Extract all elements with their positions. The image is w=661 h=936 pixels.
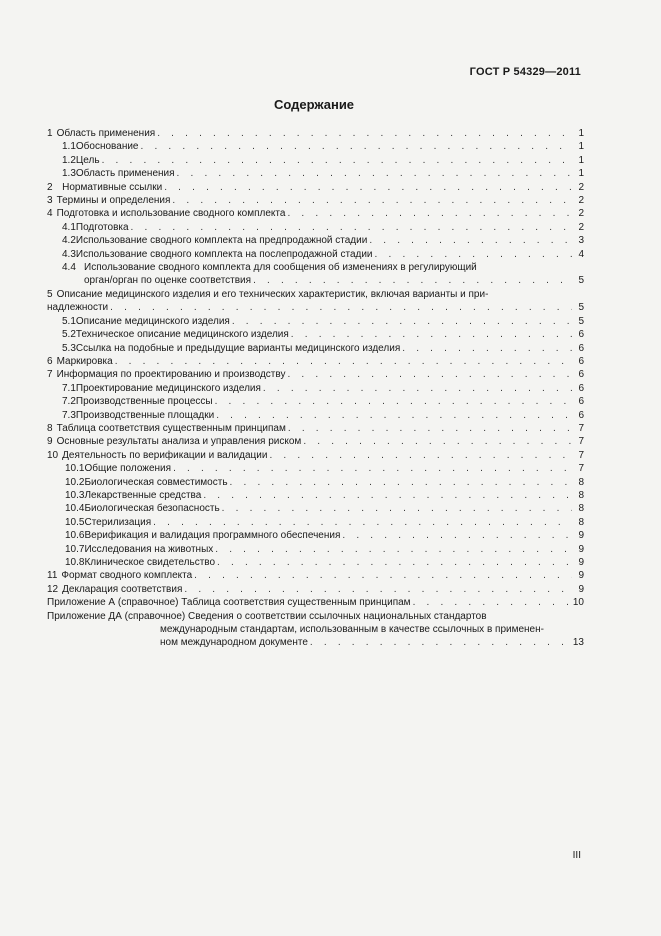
toc-entry-number: 8 [47, 422, 53, 434]
toc-entry-title: Информация по проектированию и производству [56, 369, 286, 381]
toc-leader [263, 382, 572, 395]
toc-entry-number: 9 [47, 436, 53, 448]
toc-entry[interactable] [47, 422, 584, 435]
toc-leader [173, 462, 572, 475]
toc-leader [291, 328, 572, 341]
toc-leader [164, 181, 572, 194]
toc-entry-title: Производственные площадки [75, 409, 215, 421]
toc-entry-page: 9 [578, 543, 584, 555]
toc-entry-number: 4.3 [62, 248, 76, 260]
toc-entry-page: 5 [578, 315, 584, 327]
toc-entry-title-cont: орган/орган по оценке соответствия [84, 275, 252, 287]
toc-entry[interactable] [47, 368, 584, 381]
toc-entry-page: 6 [578, 369, 584, 381]
toc-entry[interactable] [47, 435, 584, 448]
toc-entry-page: 7 [578, 436, 584, 448]
toc-entry-title: Описание медицинского изделия и его технических характеристик, включая варианты и при- [56, 288, 489, 300]
toc-entry-page: 6 [578, 396, 584, 408]
toc-entry-title: Цель [75, 154, 100, 166]
toc-entry-title: Таблица соответствия существенным принципам [56, 422, 286, 434]
toc-leader [177, 167, 572, 180]
toc-leader [287, 368, 572, 381]
toc-entry[interactable] [47, 288, 584, 301]
toc-entry-title-cont: международным стандартам, использованным в качестве ссылочных в применен- [160, 624, 544, 636]
toc-leader [215, 543, 572, 556]
toc-entry-page: 8 [578, 489, 584, 501]
toc-entry-continuation[interactable] [47, 623, 584, 636]
toc-entry-title: Описание медицинского изделия [75, 315, 230, 327]
toc-leader [287, 207, 572, 220]
toc-leader [102, 154, 572, 167]
toc-entry-page: 4 [578, 248, 584, 260]
toc-entry-title: Деятельность по верификации и валидации [62, 449, 268, 461]
toc-entry-number: 1 [47, 128, 53, 139]
toc-entry-page: 2 [578, 208, 584, 220]
toc-leader [115, 355, 572, 368]
toc-entry-page: 6 [578, 382, 584, 394]
toc-entry-title: Область применения [56, 128, 156, 139]
toc-entry-number: 4.4 [62, 262, 76, 274]
toc-entry-page: 8 [578, 516, 584, 528]
toc-leader [184, 583, 572, 596]
toc-entry-number: 2 [47, 181, 53, 193]
toc-entry-title: Клиническое свидетельство [84, 557, 216, 568]
toc-entry-number: 5.3 [62, 342, 76, 354]
toc-entry-page: 9 [578, 557, 584, 568]
toc-entry-title: Маркировка [56, 355, 113, 367]
toc-entry-title: Использование сводного комплекта для сообщения об изменениях в регулирующий [84, 262, 477, 274]
toc-entry[interactable] [47, 315, 584, 328]
toc-entry-title: Лекарственные средства [84, 489, 202, 501]
toc-entry-number: 3 [47, 195, 53, 207]
toc-entry[interactable] [47, 355, 584, 368]
toc-entry-title-cont: ном международном документе [160, 637, 308, 649]
toc-leader [222, 502, 572, 515]
toc-entry-page: 5 [578, 275, 584, 287]
toc-entry-page: 3 [578, 235, 584, 247]
toc-leader [216, 409, 572, 422]
toc-entry-number: 1.2 [62, 154, 76, 166]
toc-entry[interactable] [47, 476, 584, 489]
toc-entry[interactable] [47, 221, 584, 234]
toc-entry-title: Использование сводного комплекта на послепродажной стадии [75, 248, 373, 260]
toc-entry[interactable] [47, 234, 584, 247]
toc-entry-title: Формат сводного комплекта [61, 570, 193, 582]
toc-entry-number: 12 [47, 583, 59, 595]
toc-entry-number: 5.2 [62, 329, 76, 341]
toc-entry-continuation[interactable] [47, 274, 584, 287]
toc-entry-title: Подготовка [75, 221, 129, 233]
toc-leader [141, 140, 573, 153]
toc-entry-number: 4.2 [62, 235, 76, 247]
toc-entry[interactable] [47, 127, 584, 140]
toc-leader [310, 636, 571, 649]
toc-entry-page: 7 [578, 449, 584, 461]
toc-entry-title: Использование сводного комплекта на предпродажной стадии [75, 235, 368, 247]
toc-entry-page: 9 [578, 530, 584, 542]
toc-entry-page: 6 [578, 342, 584, 354]
toc-entry[interactable] [47, 328, 584, 341]
toc-entry-page: 5 [578, 302, 584, 314]
toc-entry[interactable] [47, 583, 584, 596]
toc-entry-number: 10.6 [65, 530, 85, 542]
toc-leader [157, 127, 572, 140]
toc-leader [288, 422, 572, 435]
toc-entry-number: 5 [47, 288, 53, 300]
toc-leader [230, 476, 572, 489]
toc-entry-page: 8 [578, 503, 584, 515]
toc-entry[interactable] [47, 248, 584, 261]
toc-entry[interactable] [47, 194, 584, 207]
toc-entry-title: Область применения [75, 168, 175, 180]
toc-entry[interactable] [47, 449, 584, 462]
toc-entry-title: Биологическая совместимость [84, 476, 228, 488]
toc-entry-page: 9 [578, 570, 584, 582]
toc-entry-number: 7.3 [62, 409, 76, 421]
toc-entry-number: 1.1 [62, 141, 76, 153]
toc-leader [153, 516, 572, 529]
toc-leader [303, 435, 572, 448]
toc-entry-title: Исследования на животных [84, 543, 214, 555]
toc-entry-title: Основные результаты анализа и управления риском [56, 436, 302, 448]
toc-entry-page: 1 [578, 168, 584, 180]
toc-leader [253, 274, 572, 287]
toc-leader [232, 315, 572, 328]
toc-entry-title: Ссылка на подобные и предыдущие варианты медицинского изделия [75, 342, 401, 354]
toc-leader [217, 556, 572, 569]
toc-entry-title: Общие положения [84, 463, 172, 475]
standard-designation: ГОСТ Р 54329—2011 [469, 66, 581, 78]
page-number: III [572, 850, 581, 861]
toc-entry[interactable] [47, 207, 584, 220]
toc-entry[interactable] [47, 462, 584, 475]
toc-entry-number: 10.7 [65, 543, 85, 555]
table-of-contents [47, 127, 584, 650]
toc-entry-title: Декларация соответствия [62, 583, 183, 595]
toc-leader [131, 221, 572, 234]
toc-entry-page: 8 [578, 476, 584, 488]
toc-entry-number: 7 [47, 369, 53, 381]
toc-entry-page: 2 [578, 221, 584, 233]
toc-entry[interactable] [47, 489, 584, 502]
toc-entry[interactable] [47, 502, 584, 515]
toc-entry[interactable] [47, 395, 584, 408]
toc-entry-page: 2 [578, 181, 584, 193]
toc-entry-number: 10.1 [65, 463, 85, 475]
toc-entry-page: 2 [578, 195, 584, 207]
toc-entry[interactable] [47, 181, 584, 194]
toc-entry-continuation[interactable] [47, 636, 584, 649]
toc-title: Содержание [273, 97, 355, 112]
toc-entry[interactable] [47, 569, 584, 582]
toc-entry-page: 6 [578, 355, 584, 367]
toc-entry-title: Биологическая безопасность [84, 503, 220, 515]
toc-leader [342, 529, 572, 542]
toc-entry[interactable] [47, 382, 584, 395]
toc-entry-number: 5.1 [62, 315, 76, 327]
toc-leader [402, 342, 572, 355]
toc-entry-title: Подготовка и использование сводного комплекта [56, 208, 286, 220]
toc-entry[interactable] [47, 140, 584, 153]
toc-entry-number: 10.8 [65, 557, 85, 568]
toc-entry-number: 7.2 [62, 396, 76, 408]
toc-entry[interactable] [47, 516, 584, 529]
toc-leader [203, 489, 572, 502]
toc-leader [413, 596, 571, 609]
toc-entry-title: Обоснование [75, 141, 139, 153]
toc-leader [110, 301, 572, 314]
toc-entry-page: 6 [578, 409, 584, 421]
toc-entry-title: Стерилизация [84, 516, 152, 528]
toc-entry-number: 10.5 [65, 516, 85, 528]
toc-entry-page: 7 [578, 463, 584, 475]
toc-entry-title: Техническое описание медицинского изделия [75, 329, 289, 341]
toc-entry-number: 10 [47, 449, 59, 461]
toc-entry-number: 4.1 [62, 221, 76, 233]
toc-entry-number: 7.1 [62, 382, 76, 394]
toc-entry-continuation[interactable] [47, 301, 584, 314]
toc-entry[interactable] [47, 556, 584, 569]
toc-entry-number: 11 [47, 570, 58, 582]
toc-entry[interactable] [47, 543, 584, 556]
toc-leader [375, 248, 572, 261]
toc-entry-page: 7 [578, 422, 584, 434]
toc-entry[interactable] [47, 529, 584, 542]
toc-entry-page: 13 [572, 637, 584, 649]
toc-entry-appendix[interactable] [47, 596, 584, 609]
toc-entry-title-cont: надлежности [47, 302, 109, 314]
toc-entry-number: 4 [47, 208, 53, 220]
toc-entry-title: Нормативные ссылки [56, 181, 163, 193]
toc-leader [269, 449, 572, 462]
toc-entry[interactable] [47, 342, 584, 355]
toc-leader [194, 569, 572, 582]
toc-entry-number: 10.4 [65, 503, 85, 515]
toc-leader [172, 194, 572, 207]
toc-entry[interactable] [47, 154, 584, 167]
toc-entry-appendix[interactable] [47, 610, 584, 623]
toc-entry[interactable] [47, 409, 584, 422]
toc-entry-page: 1 [578, 141, 584, 153]
toc-entry-page: 10 [572, 597, 584, 609]
toc-entry-number: 6 [47, 355, 53, 367]
toc-leader [369, 234, 572, 247]
toc-entry-title: Приложение ДА (справочное) Сведения о соответствии ссылочных национальных стандартов [47, 610, 487, 622]
toc-entry-number: 10.3 [65, 489, 85, 501]
toc-entry-number: 1.3 [62, 168, 76, 180]
toc-leader [215, 395, 572, 408]
toc-entry-page: 9 [578, 583, 584, 595]
toc-entry-title: Верификация и валидация программного обеспечения [84, 530, 341, 542]
toc-entry-title: Производственные процессы [75, 396, 213, 408]
toc-entry-number: 10.2 [65, 476, 85, 488]
toc-entry[interactable] [47, 261, 584, 274]
toc-entry-title: Термины и определения [56, 195, 171, 207]
toc-entry-page: 1 [578, 128, 584, 139]
toc-entry-title: Приложение А (справочное) Таблица соответствия существенным принципам [47, 597, 411, 609]
toc-entry-page: 6 [578, 329, 584, 341]
toc-entry-title: Проектирование медицинского изделия [75, 382, 261, 394]
toc-entry[interactable] [47, 167, 584, 180]
toc-entry-page: 1 [578, 154, 584, 166]
